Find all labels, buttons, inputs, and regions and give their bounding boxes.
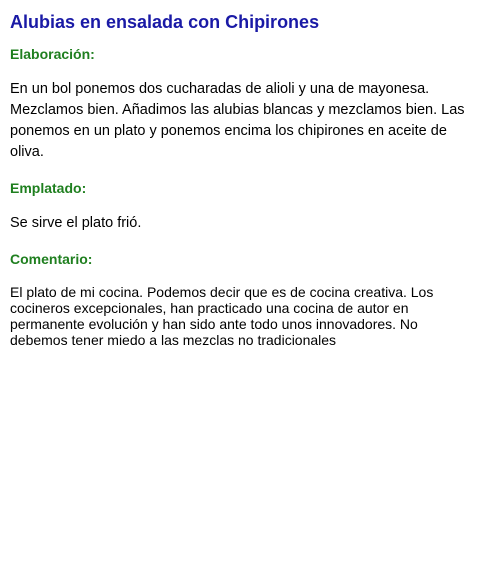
section-text-comentario: El plato de mi cocina. Podemos decir que es de cocina creativa. Los cocineros excepcionales, han practicado una cocina de autor en permanente evolución y han sido ante todo unos innovadores. No debemos tener miedo a las mezclas no tradicionales [10, 284, 434, 348]
page-title: Alubias en ensalada con Chipirones [10, 12, 320, 32]
section-heading-emplatado: Emplatado: [10, 180, 87, 196]
section-text-elaboracion: En un bol ponemos dos cucharadas de alioli y una de mayonesa. Mezclamos bien. Añadimos las alubias blancas y mezclamos bien. Las ponemos en un plato y ponemos encima los chipirones en aceite de oliva. [10, 81, 465, 160]
section-text-emplatado: Se sirve el plato frió. [10, 215, 142, 231]
section-heading-elaboracion: Elaboración: [10, 46, 95, 62]
section-heading-comentario: Comentario: [10, 251, 93, 267]
